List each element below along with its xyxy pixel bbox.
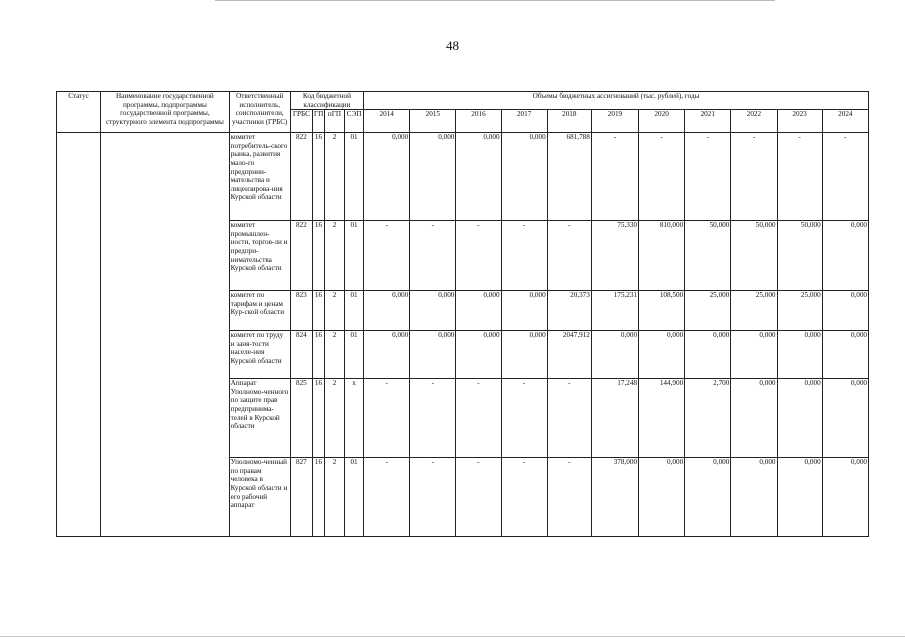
code-grbs-cell: 822 [290, 221, 312, 291]
value-cell-2016: 0,000 [456, 133, 501, 221]
year-header-2017: 2017 [501, 110, 547, 133]
header-row-1 [57, 92, 869, 110]
value-cell-2019: 378,000 [591, 458, 638, 537]
value-cell-2022: 50,000 [731, 221, 777, 291]
value-cell-2015: 0,000 [410, 331, 456, 379]
executor-cell: комитет по тарифам и ценам Кур-ской области [229, 291, 290, 331]
value-cell-2024: 0,000 [822, 331, 868, 379]
code-gp-cell: 16 [312, 331, 324, 379]
top-scan-rule [215, 0, 775, 1]
value-cell-2018: 2047,912 [547, 331, 591, 379]
year-header-2018: 2018 [547, 110, 591, 133]
value-cell-2016: - [456, 379, 501, 458]
executor-cell: Аппарат Уполномо-ченного по защите прав предпринима-телей в Курской области [229, 379, 290, 458]
value-cell-2018: 681,788 [547, 133, 591, 221]
value-cell-2023: 0,000 [777, 379, 822, 458]
value-cell-2024: - [822, 133, 868, 221]
value-cell-2018: - [547, 221, 591, 291]
value-cell-2017: 0,000 [501, 331, 547, 379]
value-cell-2020: 108,500 [639, 291, 685, 331]
value-cell-2020: 810,000 [639, 221, 685, 291]
value-cell-2017: - [501, 221, 547, 291]
code-group-header: Код бюджетной классификации [290, 92, 363, 110]
value-cell-2014: 0,000 [364, 331, 410, 379]
value-cell-2017: - [501, 458, 547, 537]
value-cell-2019: - [591, 133, 638, 221]
code-gp-cell: 16 [312, 133, 324, 221]
code-gp-cell: 16 [312, 379, 324, 458]
year-header-2022: 2022 [731, 110, 777, 133]
executor-cell: комитет по труду и заня-тости населе-ния Курской области [229, 331, 290, 379]
executor-cell: комитет промышлен-ности, торгов-ли и предпри-нимательства Курской области [229, 221, 290, 291]
volume-group-header: Объемы бюджетных ассигнований (тыс. рублей), годы [364, 92, 869, 110]
code-header-gp: ГП [312, 110, 324, 133]
value-cell-2017: - [501, 379, 547, 458]
code-gp-cell: 16 [312, 458, 324, 537]
value-cell-2017: 0,000 [501, 133, 547, 221]
value-cell-2015: 0,000 [410, 133, 456, 221]
value-cell-2019: 175,231 [591, 291, 638, 331]
value-cell-2014: - [364, 458, 410, 537]
code-header-pgp: пГП [324, 110, 344, 133]
code-grbs-cell: 822 [290, 133, 312, 221]
code-sep-cell: х [345, 379, 364, 458]
value-cell-2019: 0,000 [591, 331, 638, 379]
code-sep-cell: 01 [345, 331, 364, 379]
year-header-2014: 2014 [364, 110, 410, 133]
value-cell-2018: - [547, 379, 591, 458]
code-pgp-cell: 2 [324, 291, 344, 331]
value-cell-2016: 0,000 [456, 331, 501, 379]
code-grbs-cell: 827 [290, 458, 312, 537]
code-header-grbs: ГРБС [290, 110, 312, 133]
code-gp-cell: 16 [312, 221, 324, 291]
year-header-2020: 2020 [639, 110, 685, 133]
code-pgp-cell: 2 [324, 458, 344, 537]
value-cell-2022: 0,000 [731, 379, 777, 458]
executor-cell: Уполномо-ченный по правам человека в Курской области и его рабочий аппарат [229, 458, 290, 537]
value-cell-2017: 0,000 [501, 291, 547, 331]
value-cell-2019: 75,330 [591, 221, 638, 291]
value-cell-2021: 0,000 [685, 458, 731, 537]
code-grbs-cell: 823 [290, 291, 312, 331]
value-cell-2023: 0,000 [777, 331, 822, 379]
value-cell-2024: 0,000 [822, 221, 868, 291]
year-header-2019: 2019 [591, 110, 638, 133]
value-cell-2021: 2,700 [685, 379, 731, 458]
value-cell-2016: - [456, 458, 501, 537]
value-cell-2015: - [410, 458, 456, 537]
code-sep-cell: 01 [345, 221, 364, 291]
value-cell-2021: 0,000 [685, 331, 731, 379]
budget-table [56, 91, 869, 537]
code-sep-cell: 01 [345, 291, 364, 331]
value-cell-2016: - [456, 221, 501, 291]
code-header-sep: СЭП [345, 110, 364, 133]
value-cell-2018: - [547, 458, 591, 537]
value-cell-2014: 0,000 [364, 133, 410, 221]
code-grbs-cell: 824 [290, 331, 312, 379]
value-cell-2023: - [777, 133, 822, 221]
year-header-2015: 2015 [410, 110, 456, 133]
code-pgp-cell: 2 [324, 379, 344, 458]
executor-header: Ответственный исполнитель, соисполнители, участники (ГРБС) [229, 92, 290, 133]
value-cell-2015: 0,000 [410, 291, 456, 331]
value-cell-2020: 0,000 [639, 458, 685, 537]
value-cell-2018: 20,373 [547, 291, 591, 331]
code-pgp-cell: 2 [324, 133, 344, 221]
code-sep-cell: 01 [345, 458, 364, 537]
value-cell-2021: 25,000 [685, 291, 731, 331]
value-cell-2024: 0,000 [822, 379, 868, 458]
value-cell-2014: 0,000 [364, 291, 410, 331]
value-cell-2021: 50,000 [685, 221, 731, 291]
value-cell-2015: - [410, 221, 456, 291]
code-sep-cell: 01 [345, 133, 364, 221]
value-cell-2024: 0,000 [822, 458, 868, 537]
value-cell-2023: 50,000 [777, 221, 822, 291]
code-gp-cell: 16 [312, 291, 324, 331]
page-number: 48 [446, 38, 459, 53]
code-pgp-cell: 2 [324, 221, 344, 291]
year-header-2016: 2016 [456, 110, 501, 133]
code-pgp-cell: 2 [324, 331, 344, 379]
value-cell-2015: - [410, 379, 456, 458]
value-cell-2014: - [364, 221, 410, 291]
status-cell [57, 133, 101, 537]
value-cell-2019: 17,248 [591, 379, 638, 458]
value-cell-2020: 0,000 [639, 331, 685, 379]
program-name-cell [101, 133, 229, 537]
value-cell-2022: 0,000 [731, 331, 777, 379]
value-cell-2024: 0,000 [822, 291, 868, 331]
value-cell-2023: 0,000 [777, 458, 822, 537]
year-header-2024: 2024 [822, 110, 868, 133]
value-cell-2022: 0,000 [731, 458, 777, 537]
table-row [57, 133, 869, 221]
name-header: Наименование государственной программы, подпрограммы государственной программы, структурного элемента подпрограммы [101, 92, 229, 133]
value-cell-2022: - [731, 133, 777, 221]
value-cell-2020: - [639, 133, 685, 221]
year-header-2021: 2021 [685, 110, 731, 133]
bottom-scan-rule [0, 636, 905, 637]
value-cell-2016: 0,000 [456, 291, 501, 331]
value-cell-2021: - [685, 133, 731, 221]
value-cell-2020: 144,900 [639, 379, 685, 458]
status-header: Статус [57, 92, 101, 133]
year-header-2023: 2023 [777, 110, 822, 133]
code-grbs-cell: 825 [290, 379, 312, 458]
value-cell-2014: - [364, 379, 410, 458]
value-cell-2022: 25,000 [731, 291, 777, 331]
executor-cell: комитет потребитель-ского рынка, развития мало-го предприни-мательства и лицензирова-ния Курской области [229, 133, 290, 221]
value-cell-2023: 25,000 [777, 291, 822, 331]
